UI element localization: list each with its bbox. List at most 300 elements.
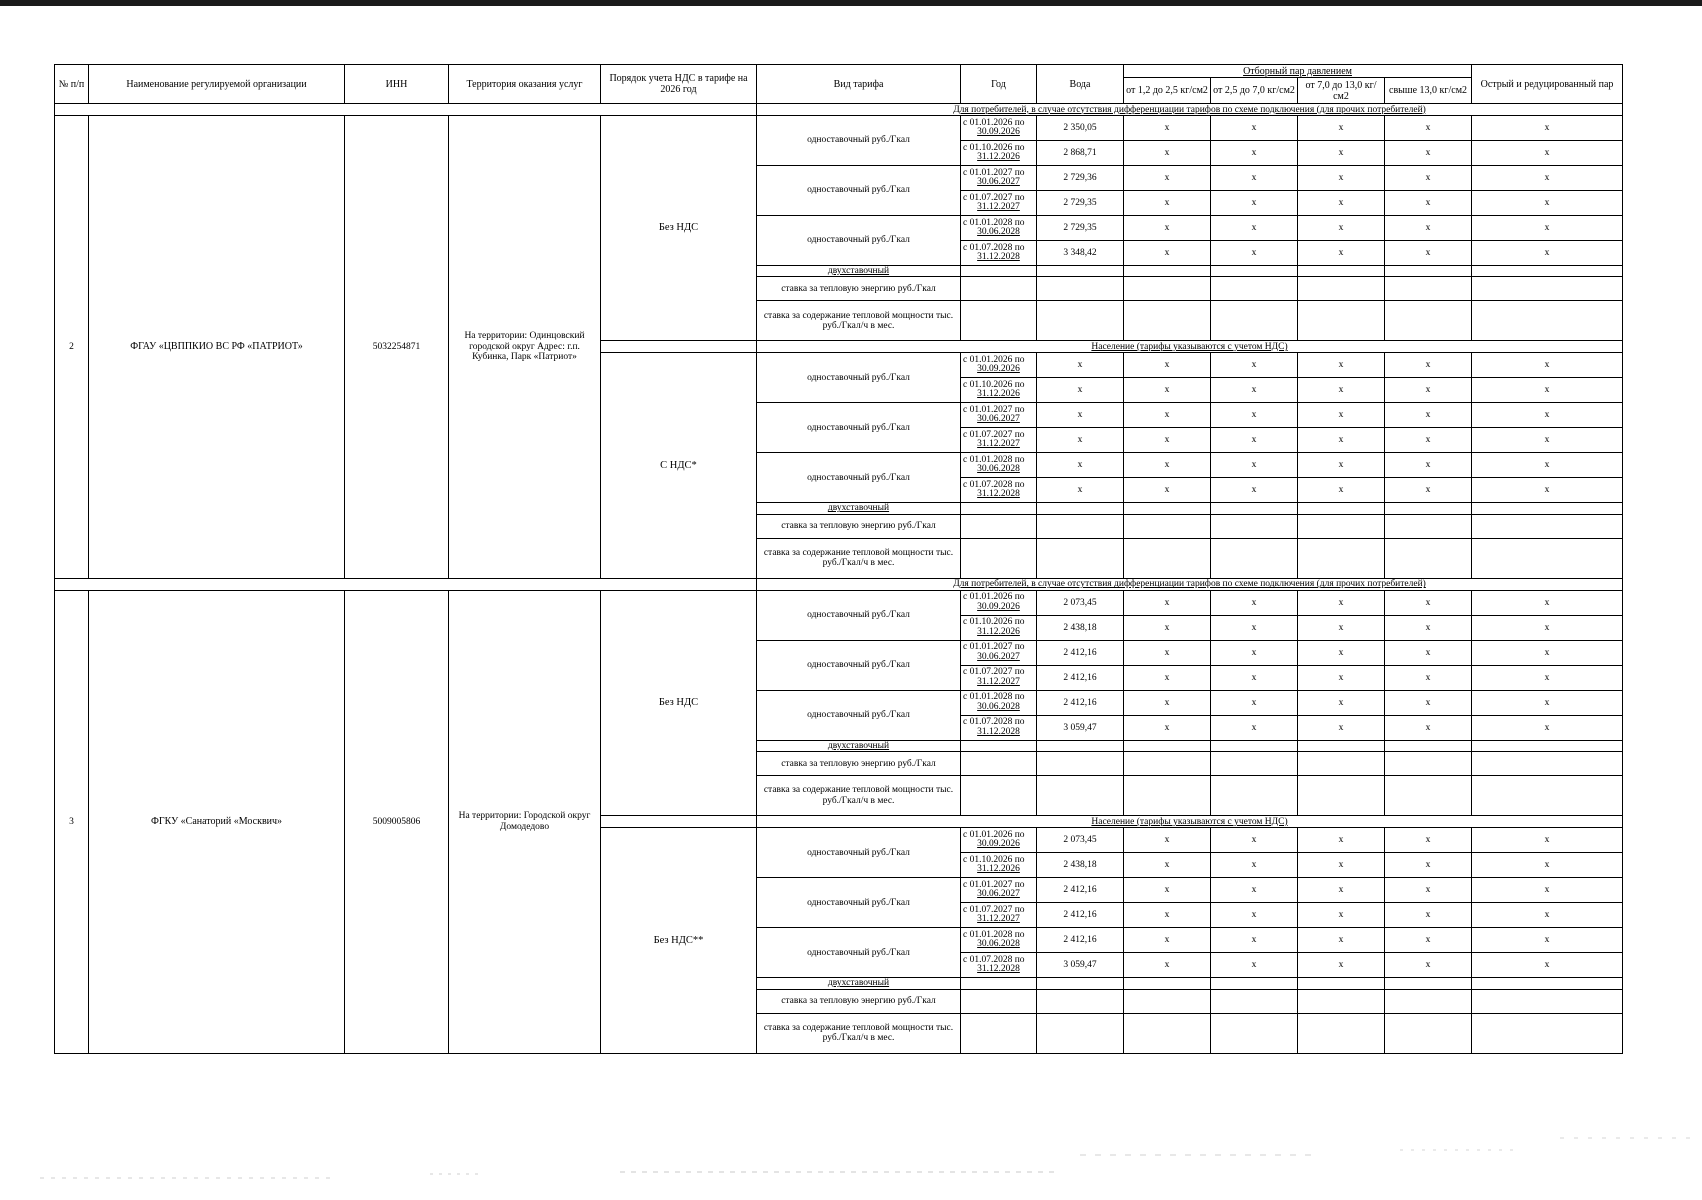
x-mark: x [1385, 590, 1472, 615]
empty-cell [1037, 1013, 1124, 1053]
x-mark: x [1211, 166, 1298, 191]
period-end: 30.06.2028 [977, 939, 1020, 950]
x-mark: x [1211, 615, 1298, 640]
period-start: с 01.01.2026 по [963, 117, 1025, 128]
period-end: 31.12.2028 [977, 726, 1020, 737]
x-mark: x [1298, 378, 1385, 403]
x-mark: x [1298, 241, 1385, 266]
period-cell [961, 953, 1037, 978]
x-mark: x [1124, 878, 1211, 903]
x-mark: x [1385, 690, 1472, 715]
water-value: x [1037, 428, 1124, 453]
vat-spacer-cell [601, 816, 757, 828]
period-cell [961, 353, 1037, 378]
x-mark: x [1472, 615, 1623, 640]
x-mark: x [1385, 378, 1472, 403]
x-mark: x [1385, 715, 1472, 740]
empty-cell [1211, 503, 1298, 514]
water-value: 2 412,16 [1037, 640, 1124, 665]
water-value: x [1037, 403, 1124, 428]
x-mark: x [1298, 640, 1385, 665]
tariff-row [55, 116, 1623, 141]
empty-cell [1385, 503, 1472, 514]
x-mark: x [1211, 590, 1298, 615]
x-mark: x [1124, 141, 1211, 166]
x-mark: x [1124, 428, 1211, 453]
x-mark: x [1385, 191, 1472, 216]
col-territory: Территория оказания услуг [449, 65, 601, 104]
x-mark: x [1298, 590, 1385, 615]
empty-cell [1472, 301, 1623, 341]
x-mark: x [1211, 665, 1298, 690]
empty-cell [1298, 503, 1385, 514]
period-end: 31.12.2026 [977, 152, 1020, 162]
empty-cell [1298, 776, 1385, 816]
period-end: 31.12.2027 [977, 914, 1020, 925]
x-mark: x [1385, 166, 1472, 191]
section-row [55, 104, 1623, 116]
water-value: x [1037, 353, 1124, 378]
empty-cell [1124, 989, 1211, 1013]
x-mark: x [1298, 715, 1385, 740]
col-pressure-3: от 7,0 до 13,0 кг/см2 [1298, 78, 1385, 104]
period-end: 30.06.2027 [977, 414, 1020, 425]
two-rate-label: двухставочный [757, 266, 961, 277]
org-name: ФГКУ «Санаторий «Москвич» [89, 590, 345, 1053]
x-mark: x [1211, 878, 1298, 903]
empty-cell [1037, 989, 1124, 1013]
empty-cell [1211, 277, 1298, 301]
col-steam-group: Отборный пар давлением [1124, 65, 1472, 78]
x-mark: x [1472, 903, 1623, 928]
period-cell [961, 828, 1037, 853]
period-start: с 01.07.2027 по [963, 192, 1025, 203]
empty-cell [1472, 776, 1623, 816]
empty-cell [961, 277, 1037, 301]
one-rate-label: одноставочный руб./Гкал [757, 928, 961, 978]
water-value: 2 412,16 [1037, 903, 1124, 928]
period-start: с 01.07.2028 по [963, 954, 1025, 965]
x-mark: x [1472, 478, 1623, 503]
vat-order-cell: Без НДС** [601, 828, 757, 1053]
x-mark: x [1472, 191, 1623, 216]
x-mark: x [1124, 640, 1211, 665]
x-mark: x [1472, 241, 1623, 266]
x-mark: x [1385, 241, 1472, 266]
one-rate-label: одноставочный руб./Гкал [757, 453, 961, 503]
x-mark: x [1124, 590, 1211, 615]
period-start: с 01.01.2028 по [963, 929, 1025, 940]
water-value: 2 729,35 [1037, 216, 1124, 241]
empty-cell [961, 301, 1037, 341]
period-start: с 01.07.2027 по [963, 667, 1025, 678]
col-vat-order: Порядок учета НДС в тарифе на 2026 год [601, 65, 757, 104]
x-mark: x [1298, 191, 1385, 216]
table-header [55, 65, 1623, 104]
one-rate-label: одноставочный руб./Гкал [757, 166, 961, 216]
empty-cell [1472, 1013, 1623, 1053]
x-mark: x [1298, 216, 1385, 241]
org-inn: 5009005806 [345, 590, 449, 1053]
empty-cell [1298, 266, 1385, 277]
period-cell [961, 241, 1037, 266]
empty-cell [1385, 752, 1472, 776]
x-mark: x [1472, 453, 1623, 478]
x-mark: x [1472, 665, 1623, 690]
x-mark: x [1124, 903, 1211, 928]
x-mark: x [1124, 478, 1211, 503]
x-mark: x [1472, 166, 1623, 191]
period-cell [961, 853, 1037, 878]
period-cell [961, 878, 1037, 903]
empty-cell [1472, 277, 1623, 301]
empty-cell [1124, 538, 1211, 578]
x-mark: x [1211, 241, 1298, 266]
x-mark: x [1472, 116, 1623, 141]
energy-rate-label: ставка за тепловую энергию руб./Гкал [757, 514, 961, 538]
section-title: Население (тарифы указываются с учетом НДС) [757, 816, 1623, 828]
two-rate-label: двухставочный [757, 740, 961, 751]
empty-cell [1037, 266, 1124, 277]
x-mark: x [1211, 216, 1298, 241]
period-end: 30.06.2027 [977, 889, 1020, 900]
period-cell [961, 715, 1037, 740]
empty-cell [961, 1013, 1037, 1053]
period-cell [961, 453, 1037, 478]
period-end: 30.06.2028 [977, 227, 1020, 237]
capacity-rate-label: ставка за содержание тепловой мощности тыс. руб./Гкал/ч в мес. [757, 538, 961, 578]
empty-cell [1298, 740, 1385, 751]
x-mark: x [1472, 590, 1623, 615]
x-mark: x [1298, 903, 1385, 928]
period-end: 30.09.2026 [977, 364, 1020, 375]
period-start: с 01.10.2026 по [963, 617, 1025, 628]
x-mark: x [1211, 453, 1298, 478]
x-mark: x [1124, 116, 1211, 141]
spacer-cell [55, 578, 757, 590]
empty-cell [1211, 538, 1298, 578]
empty-cell [1124, 266, 1211, 277]
empty-cell [1472, 978, 1623, 989]
period-cell [961, 640, 1037, 665]
empty-cell [1037, 514, 1124, 538]
x-mark: x [1385, 640, 1472, 665]
water-value: 2 868,71 [1037, 141, 1124, 166]
energy-rate-label: ставка за тепловую энергию руб./Гкал [757, 989, 961, 1013]
water-value: x [1037, 378, 1124, 403]
empty-cell [1385, 978, 1472, 989]
empty-cell [961, 989, 1037, 1013]
empty-cell [1211, 989, 1298, 1013]
period-cell [961, 428, 1037, 453]
x-mark: x [1124, 453, 1211, 478]
empty-cell [1211, 301, 1298, 341]
empty-cell [1124, 752, 1211, 776]
period-end: 31.12.2027 [977, 439, 1020, 450]
x-mark: x [1211, 953, 1298, 978]
col-sharp-steam: Острый и редуцированный пар [1472, 65, 1623, 104]
period-cell [961, 166, 1037, 191]
two-rate-label: двухставочный [757, 978, 961, 989]
x-mark: x [1472, 141, 1623, 166]
col-pressure-4: свыше 13,0 кг/см2 [1385, 78, 1472, 104]
empty-cell [1298, 538, 1385, 578]
energy-rate-label: ставка за тепловую энергию руб./Гкал [757, 277, 961, 301]
x-mark: x [1298, 166, 1385, 191]
tariff-table [54, 64, 1623, 1054]
period-start: с 01.07.2028 по [963, 717, 1025, 728]
col-tariff-type: Вид тарифа [757, 65, 961, 104]
one-rate-label: одноставочный руб./Гкал [757, 690, 961, 740]
one-rate-label: одноставочный руб./Гкал [757, 590, 961, 640]
empty-cell [1472, 538, 1623, 578]
x-mark: x [1472, 403, 1623, 428]
period-end: 30.09.2026 [977, 839, 1020, 850]
period-end: 31.12.2028 [977, 252, 1020, 262]
x-mark: x [1124, 191, 1211, 216]
period-cell [961, 116, 1037, 141]
empty-cell [1385, 514, 1472, 538]
empty-cell [1472, 752, 1623, 776]
water-value: 2 073,45 [1037, 828, 1124, 853]
water-value: 3 059,47 [1037, 953, 1124, 978]
empty-cell [1385, 1013, 1472, 1053]
org-3-block [55, 578, 1623, 1053]
empty-cell [1124, 277, 1211, 301]
empty-cell [1298, 989, 1385, 1013]
period-end: 31.12.2028 [977, 489, 1020, 500]
x-mark: x [1385, 903, 1472, 928]
org-territory: На территории: Одинцовский городской округ Адрес: г.п. Кубинка, Парк «Патриот» [449, 116, 601, 579]
empty-cell [1298, 514, 1385, 538]
period-cell [961, 615, 1037, 640]
x-mark: x [1472, 928, 1623, 953]
x-mark: x [1124, 715, 1211, 740]
org-2-block [55, 104, 1623, 579]
org-inn: 5032254871 [345, 116, 449, 579]
water-value: 2 438,18 [1037, 853, 1124, 878]
x-mark: x [1472, 428, 1623, 453]
x-mark: x [1211, 690, 1298, 715]
empty-cell [961, 776, 1037, 816]
period-cell [961, 903, 1037, 928]
period-cell [961, 590, 1037, 615]
period-start: с 01.10.2026 по [963, 142, 1025, 153]
water-value: x [1037, 478, 1124, 503]
period-end: 31.12.2026 [977, 626, 1020, 637]
period-start: с 01.01.2028 по [963, 692, 1025, 703]
one-rate-label: одноставочный руб./Гкал [757, 878, 961, 928]
empty-cell [1037, 301, 1124, 341]
empty-cell [1124, 978, 1211, 989]
period-cell [961, 141, 1037, 166]
x-mark: x [1211, 853, 1298, 878]
x-mark: x [1298, 853, 1385, 878]
x-mark: x [1472, 640, 1623, 665]
scan-top-edge [0, 0, 1702, 6]
water-value: 2 412,16 [1037, 665, 1124, 690]
empty-cell [1037, 740, 1124, 751]
empty-cell [1298, 277, 1385, 301]
x-mark: x [1211, 828, 1298, 853]
one-rate-label: одноставочный руб./Гкал [757, 353, 961, 403]
empty-cell [1211, 740, 1298, 751]
x-mark: x [1298, 878, 1385, 903]
x-mark: x [1124, 353, 1211, 378]
x-mark: x [1298, 953, 1385, 978]
tariff-row [55, 590, 1623, 615]
x-mark: x [1211, 141, 1298, 166]
period-end: 31.12.2027 [977, 676, 1020, 687]
empty-cell [1385, 538, 1472, 578]
x-mark: x [1124, 665, 1211, 690]
x-mark: x [1298, 353, 1385, 378]
org-number: 3 [55, 590, 89, 1053]
x-mark: x [1124, 403, 1211, 428]
period-start: с 01.01.2027 по [963, 879, 1025, 890]
water-value: 2 412,16 [1037, 878, 1124, 903]
empty-cell [1472, 503, 1623, 514]
x-mark: x [1472, 878, 1623, 903]
x-mark: x [1385, 665, 1472, 690]
capacity-rate-label: ставка за содержание тепловой мощности тыс. руб./Гкал/ч в мес. [757, 1013, 961, 1053]
water-value: 2 412,16 [1037, 928, 1124, 953]
vat-spacer-cell [601, 341, 757, 353]
empty-cell [961, 503, 1037, 514]
x-mark: x [1385, 216, 1472, 241]
capacity-rate-label: ставка за содержание тепловой мощности тыс. руб./Гкал/ч в мес. [757, 301, 961, 341]
water-value: 2 729,36 [1037, 166, 1124, 191]
x-mark: x [1211, 353, 1298, 378]
x-mark: x [1385, 878, 1472, 903]
period-end: 31.12.2026 [977, 389, 1020, 400]
x-mark: x [1124, 216, 1211, 241]
x-mark: x [1298, 690, 1385, 715]
empty-cell [1385, 277, 1472, 301]
empty-cell [1385, 740, 1472, 751]
empty-cell [1298, 301, 1385, 341]
empty-cell [1037, 277, 1124, 301]
water-value: 2 412,16 [1037, 690, 1124, 715]
spacer-cell [55, 104, 757, 116]
two-rate-label: двухставочный [757, 503, 961, 514]
period-start: с 01.01.2026 по [963, 354, 1025, 365]
energy-rate-label: ставка за тепловую энергию руб./Гкал [757, 752, 961, 776]
col-org-name: Наименование регулируемой организации [89, 65, 345, 104]
org-territory: На территории: Городской округ Домодедово [449, 590, 601, 1053]
x-mark: x [1211, 116, 1298, 141]
empty-cell [961, 978, 1037, 989]
x-mark: x [1298, 403, 1385, 428]
water-value: 3 348,42 [1037, 241, 1124, 266]
period-start: с 01.07.2027 по [963, 904, 1025, 915]
period-start: с 01.01.2027 по [963, 167, 1025, 178]
one-rate-label: одноставочный руб./Гкал [757, 828, 961, 878]
x-mark: x [1385, 953, 1472, 978]
empty-cell [1037, 538, 1124, 578]
x-mark: x [1385, 403, 1472, 428]
empty-cell [961, 266, 1037, 277]
period-cell [961, 191, 1037, 216]
x-mark: x [1211, 478, 1298, 503]
x-mark: x [1298, 615, 1385, 640]
empty-cell [1211, 1013, 1298, 1053]
x-mark: x [1124, 928, 1211, 953]
x-mark: x [1472, 853, 1623, 878]
col-pressure-1: от 1,2 до 2,5 кг/см2 [1124, 78, 1211, 104]
empty-cell [1298, 1013, 1385, 1053]
x-mark: x [1385, 828, 1472, 853]
section-title: Для потребителей, в случае отсутствия дифференциации тарифов по схеме подключения (для прочих потребителей) [757, 104, 1623, 116]
x-mark: x [1298, 828, 1385, 853]
x-mark: x [1124, 828, 1211, 853]
x-mark: x [1385, 353, 1472, 378]
period-end: 30.06.2028 [977, 464, 1020, 475]
empty-cell [1037, 776, 1124, 816]
col-pressure-2: от 2,5 до 7,0 кг/см2 [1211, 78, 1298, 104]
empty-cell [1211, 776, 1298, 816]
empty-cell [1124, 514, 1211, 538]
period-start: с 01.10.2026 по [963, 854, 1025, 865]
empty-cell [1472, 514, 1623, 538]
period-end: 30.06.2027 [977, 651, 1020, 662]
x-mark: x [1385, 478, 1472, 503]
period-end: 30.09.2026 [977, 127, 1020, 137]
x-mark: x [1385, 853, 1472, 878]
water-value: 2 729,35 [1037, 191, 1124, 216]
x-mark: x [1298, 141, 1385, 166]
period-end: 30.06.2027 [977, 177, 1020, 187]
empty-cell [1037, 503, 1124, 514]
x-mark: x [1124, 853, 1211, 878]
x-mark: x [1211, 715, 1298, 740]
period-end: 31.12.2028 [977, 964, 1020, 975]
empty-cell [1124, 503, 1211, 514]
x-mark: x [1472, 828, 1623, 853]
org-name: ФГАУ «ЦВППКИО ВС РФ «ПАТРИОТ» [89, 116, 345, 579]
x-mark: x [1385, 141, 1472, 166]
x-mark: x [1472, 353, 1623, 378]
empty-cell [1124, 740, 1211, 751]
x-mark: x [1211, 191, 1298, 216]
empty-cell [961, 752, 1037, 776]
period-cell [961, 665, 1037, 690]
x-mark: x [1298, 453, 1385, 478]
vat-order-cell: Без НДС [601, 590, 757, 815]
col-num: № п/п [55, 65, 89, 104]
scan-noise [0, 1130, 1702, 1200]
x-mark: x [1298, 665, 1385, 690]
period-start: с 01.01.2027 по [963, 642, 1025, 653]
period-cell [961, 403, 1037, 428]
x-mark: x [1124, 241, 1211, 266]
period-start: с 01.01.2027 по [963, 404, 1025, 415]
empty-cell [1472, 266, 1623, 277]
period-start: с 01.01.2026 по [963, 592, 1025, 603]
x-mark: x [1385, 428, 1472, 453]
col-inn: ИНН [345, 65, 449, 104]
x-mark: x [1298, 928, 1385, 953]
x-mark: x [1211, 403, 1298, 428]
empty-cell [1211, 514, 1298, 538]
empty-cell [1385, 989, 1472, 1013]
empty-cell [961, 514, 1037, 538]
x-mark: x [1385, 116, 1472, 141]
section-title: Население (тарифы указываются с учетом НДС) [757, 341, 1623, 353]
one-rate-label: одноставочный руб./Гкал [757, 216, 961, 266]
empty-cell [1037, 752, 1124, 776]
one-rate-label: одноставочный руб./Гкал [757, 403, 961, 453]
